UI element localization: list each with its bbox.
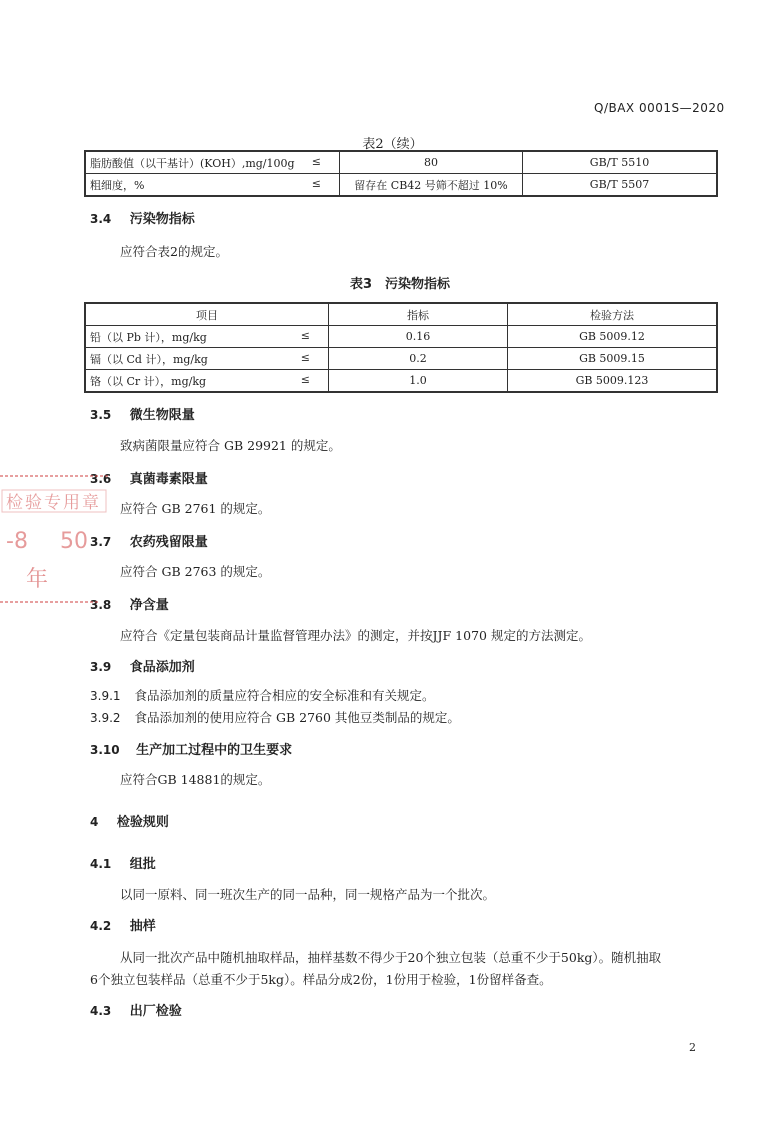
- section-3-4-heading: [90, 208, 195, 227]
- section-title: 出厂检验: [129, 1004, 182, 1019]
- section-4-1-text: 以同一原料、同一班次生产的同一品种，同一规格产品为一个批次。: [120, 887, 496, 902]
- section-4-3-heading: [90, 1000, 182, 1019]
- column-header: 指标: [329, 303, 508, 326]
- table-row: [85, 370, 717, 393]
- section-title: 组批: [129, 857, 156, 872]
- less-equal-sign: ≤: [311, 177, 321, 190]
- section-3-9-1: [90, 686, 435, 704]
- section-number: 3.9: [90, 660, 112, 674]
- section-number: 3.5: [90, 408, 112, 422]
- table-cell: [85, 326, 329, 348]
- less-equal-sign: ≤: [300, 373, 310, 386]
- section-title: 抽样: [129, 919, 156, 934]
- table-cell: GB/T 5507: [523, 174, 718, 197]
- item-number: 3.9.2: [90, 711, 121, 725]
- table-header-row: [85, 303, 717, 326]
- table-cell: GB 5009.12: [508, 326, 718, 348]
- section-3-5-text: 致病菌限量应符合 GB 29921 的规定。: [120, 438, 341, 453]
- row-name: 镉（以 Cd 计），mg/kg: [90, 352, 208, 366]
- section-4-2-text-line2: 6个独立包装样品（总重不少于5kg）。样品分成2份，1份用于检验，1份留样备查。: [90, 972, 552, 987]
- table-cell: [85, 370, 329, 393]
- table-cell: 0.16: [329, 326, 508, 348]
- section-number: 3.7: [90, 535, 112, 549]
- less-equal-sign: ≤: [311, 155, 321, 168]
- table-cell: GB 5009.15: [508, 348, 718, 370]
- section-title: 净含量: [129, 598, 169, 613]
- section-3-8-text: 应符合《定量包装商品计量监督管理办法》的测定，并按JJF 1070 规定的方法测定。: [120, 628, 591, 643]
- svg-text:年: 年: [26, 567, 49, 592]
- less-equal-sign: ≤: [300, 329, 310, 342]
- table-cell: 留存在 CB42 号筛不超过 10%: [340, 174, 523, 197]
- svg-text:检验专用章: 检验专用章: [6, 493, 101, 513]
- section-title: 污染物指标: [129, 212, 195, 227]
- table-cell: [85, 348, 329, 370]
- table-cell: GB 5009.123: [508, 370, 718, 393]
- section-4-2-text-line1: 从同一批次产品中随机抽取样品，抽样基数不得少于20个独立包装（总重不少于50kg）。随机抽取: [120, 950, 662, 965]
- column-header: 项目: [85, 303, 329, 326]
- item-text: 食品添加剂的使用应符合 GB 2760 其他豆类制品的规定。: [134, 710, 460, 725]
- section-3-4-text: 应符合表2的规定。: [120, 244, 228, 259]
- section-title: 食品添加剂: [129, 660, 195, 675]
- section-3-6-text: 应符合 GB 2761 的规定。: [120, 501, 271, 516]
- table3: [84, 302, 718, 393]
- page-number: 2: [689, 1041, 696, 1054]
- item-number: 3.9.1: [90, 689, 121, 703]
- table-cell: [85, 174, 340, 197]
- less-equal-sign: ≤: [300, 351, 310, 364]
- section-number: 3.4: [90, 212, 112, 226]
- row-name: 粗细度，%: [90, 178, 145, 192]
- table-row: [85, 174, 717, 197]
- table-row: [85, 151, 717, 174]
- section-number: 4.1: [90, 857, 112, 871]
- section-title: 微生物限量: [129, 408, 195, 423]
- section-3-7-text: 应符合 GB 2763 的规定。: [120, 564, 271, 579]
- svg-text:-8: -8: [6, 529, 28, 554]
- section-number: 3.8: [90, 598, 112, 612]
- section-title: 真菌毒素限量: [129, 472, 208, 487]
- section-3-5-heading: [90, 404, 195, 423]
- table2-caption: 表2（续）: [362, 137, 423, 152]
- section-4-2-heading: [90, 915, 156, 934]
- section-4-heading: [90, 811, 169, 830]
- table-cell: [85, 151, 340, 174]
- table3-caption: 表3 污染物指标: [349, 277, 451, 292]
- row-name: 脂肪酸值（以干基计）(KOH）,mg/100g: [90, 156, 295, 170]
- table-cell: 1.0: [329, 370, 508, 393]
- svg-text:50: 50: [60, 529, 88, 554]
- section-3-9-2: [90, 708, 460, 726]
- section-3-9-heading: [90, 656, 195, 675]
- section-number: 3.10: [90, 743, 120, 757]
- table2: [84, 150, 718, 197]
- row-name: 铬（以 Cr 计），mg/kg: [90, 374, 207, 388]
- item-text: 食品添加剂的质量应符合相应的安全标准和有关规定。: [134, 688, 435, 703]
- section-4-1-heading: [90, 853, 156, 872]
- table-cell: 0.2: [329, 348, 508, 370]
- standard-code: Q/BAX 0001S—2020: [594, 101, 725, 115]
- section-number: 4: [90, 815, 99, 829]
- seal-stamp: [0, 468, 112, 606]
- table-cell: 80: [340, 151, 523, 174]
- table-cell: GB/T 5510: [523, 151, 718, 174]
- row-name: 铅（以 Pb 计），mg/kg: [90, 330, 207, 344]
- section-title: 生产加工过程中的卫生要求: [136, 743, 293, 758]
- section-number: 4.3: [90, 1004, 112, 1018]
- section-3-10-text: 应符合GB 14881的规定。: [120, 772, 271, 787]
- section-number: 3.6: [90, 472, 112, 486]
- table-row: [85, 348, 717, 370]
- table-row: [85, 326, 717, 348]
- section-3-10-heading: [90, 739, 292, 758]
- section-title: 检验规则: [116, 815, 169, 830]
- section-number: 4.2: [90, 919, 112, 933]
- column-header: 检验方法: [508, 303, 718, 326]
- section-title: 农药残留限量: [129, 535, 208, 550]
